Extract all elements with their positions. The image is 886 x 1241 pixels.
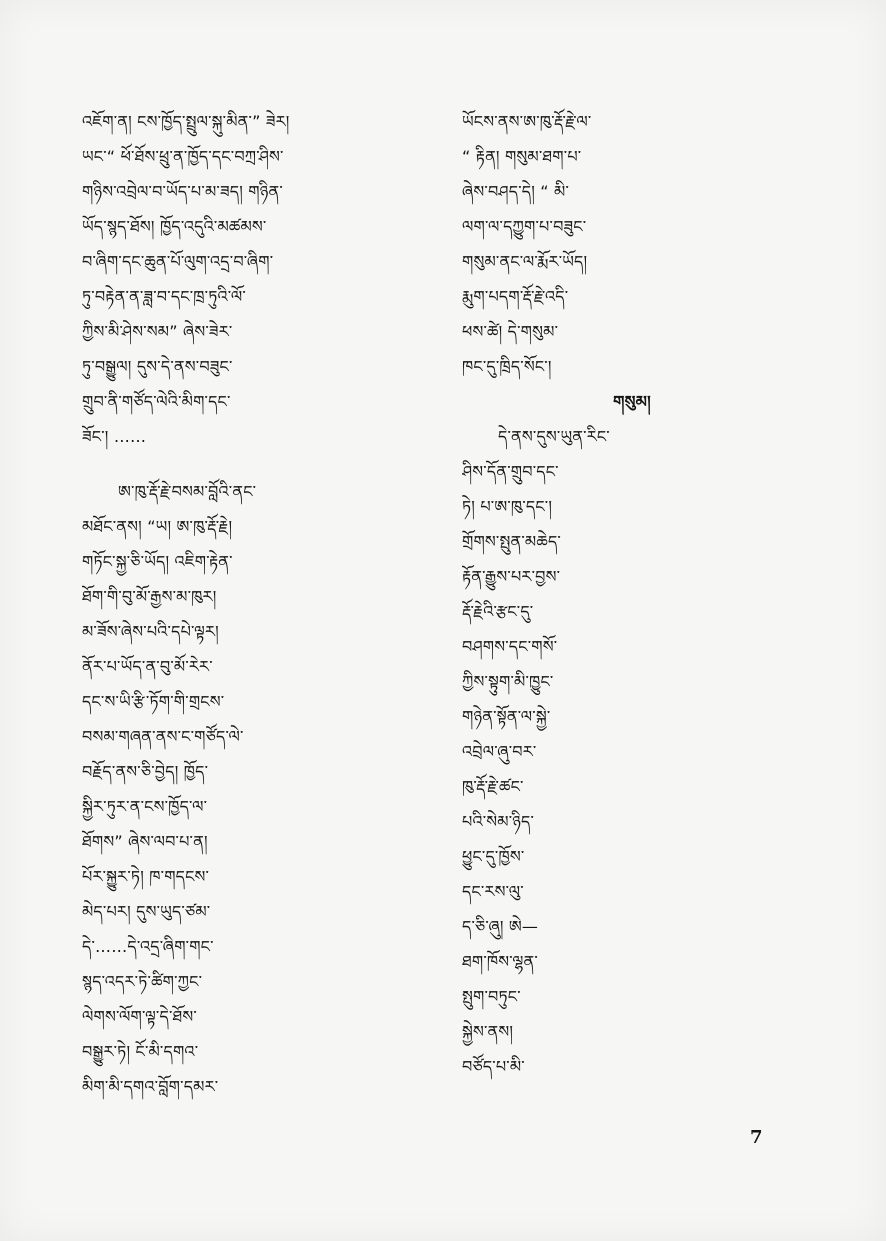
text-line: གཉིས་འབྲེལ་བ་ཡོད་པ་མ་ཟད། གཉིན་ [82, 182, 283, 201]
text-line: འབྲེལ་ཞུ་བར་ [462, 742, 537, 761]
page-number: 7 [750, 1127, 763, 1148]
text-line: མིག་མི་དགའ་བློག་དམར་ [82, 1077, 219, 1096]
text-line: གཏོང་སྐྱ་ཅི་ཡོད། འཇིག་རྟེན་ [82, 552, 233, 571]
text-line: བརྗོད་ནས་ཅི་བྱེད། ཁྱོད་ [82, 762, 209, 781]
text-line: ཡང་“ ཕོ་ཐོས་ཕྲུ་ན་ཁྱོད་དང་བཀྲ་ཤིས་ [82, 147, 284, 166]
text-line: ཕྱུང་དུ་ཁྱོས་ [462, 847, 525, 866]
text-line: སྐྱིར་ཏུར་ན་ངས་ཁྱོད་ལ་ [82, 797, 208, 816]
text-line: ནོར་པ་ཡོད་ན་བུ་མོ་རེར་ [82, 657, 213, 676]
text-line: པོར་སྐྱུར་ཏེ། ཁ་གདངས་ [82, 867, 210, 886]
text-line: དེ་……དེ་འདྲ་ཞིག་གང་ [82, 937, 214, 956]
text-line: ཟོང་། …… [82, 427, 147, 446]
text-line: མ་ཟོས་ཞེས་པའི་དཔེ་ལྟར། [82, 622, 219, 641]
text-line: ཨ་ཁུ་རྡོ་རྗེ་བསམ་བློའི་ནང་ [118, 482, 257, 501]
text-line: གྲུབ་ནི་གཙོད་ལེའི་མིག་དང་ [82, 392, 231, 411]
text-line: ཁུ་རྡོ་རྗེ་ཚང་ [462, 777, 524, 796]
text-line: རྟོན་རྒྱུས་པར་བྱས་ [462, 567, 561, 586]
text-line: རྨུག་པདག་རྡོ་རྗེ་འདི་ [462, 287, 569, 306]
text-line: “ རྟིན། གསུམ་ཐག་པ་ [462, 147, 582, 166]
right-paragraph-1 [462, 104, 802, 384]
text-line: བསྒྱུར་ཏེ། ངོ་མི་དགའ་ [82, 1042, 199, 1061]
right-column [462, 104, 802, 1084]
text-line: ཐག་ཁོས་ལྷན་ [462, 952, 538, 971]
left-paragraph-1 [82, 104, 422, 454]
text-line: ཐོག་གི་བུ་མོ་རྒྱས་མ་ཁུར། [82, 587, 217, 606]
left-column [82, 104, 422, 1104]
text-line: བཤགས་དང་གསོ་ [462, 637, 558, 656]
text-line: ཤིས་དོན་གྲུབ་དང་ [462, 462, 559, 481]
text-line: ལག་ལ་དཀྱུག་པ་བཟུང་ [462, 217, 587, 236]
text-line: སྙད་འདར་ཏེ་ཚིག་ཀྱང་ [82, 972, 203, 991]
text-line: ཞེས་བཤད་དེ། “ མི་ [462, 182, 570, 201]
text-line: འཇོག་ན། ངས་ཁྱོད་སྤྲུལ་སྐུ་མིན་” ཟེར། [82, 112, 290, 131]
text-line: བ་ཞིག་དང་ཆུན་པོ་ལུག་འདྲ་བ་ཞིག་ [82, 252, 274, 271]
text-line: ཀྱིས་མི་ཤེས་སམ” ཞེས་ཟེར་ [82, 322, 233, 341]
text-line: ཏེ། པ་ཨ་ཁུ་དང་། [462, 497, 553, 516]
text-line: བསམ་གཞན་ནས་ང་གཙོད་ལེ་ [82, 727, 244, 746]
text-line: སྤུག་བཏུང་ [462, 987, 521, 1006]
right-paragraph-2 [462, 419, 802, 1084]
text-line: ཐོགས” ཞེས་ལབ་པ་ན། [82, 832, 208, 851]
text-line: དང་རས་ལུ་ [462, 882, 524, 901]
text-line: བཙོད་པ་མི་ [462, 1057, 525, 1076]
text-line: མེད་པར། དུས་ཡུད་ཙམ་ [82, 902, 211, 921]
text-line: ལེགས་ལོག་ལྟ་དེ་ཐོས་ [82, 1007, 197, 1026]
section-heading: གསུམ། [613, 392, 651, 411]
text-line: གསུམ་ནང་ལ་རྨོར་ཡོད། [462, 252, 588, 271]
text-line: ཏུ་བསྒྱུལ། དུས་དེ་ནས་བཟུང་ [82, 357, 233, 376]
text-line: སྐྱེས་ནས། [462, 1022, 514, 1041]
text-line: ཁང་དུ་ཁྲིད་སོང་། [462, 357, 552, 376]
text-line: དང་ས་ཡི་རྩི་ཏོག་གི་གྲངས་ [82, 692, 225, 711]
text-line: རྡོ་རྗེའི་རྩང་དུ་ [462, 602, 534, 621]
text-line: ཏུ་བརྟེན་ན་ཟླ་བ་དང་ཁྲ་ཏུའི་ལོ་ [82, 287, 246, 306]
text-line: གཉེན་སྟོན་ལ་སྐྱེ་ [462, 707, 551, 726]
paragraph-spacer [82, 454, 422, 474]
left-paragraph-2 [82, 474, 422, 1104]
text-line: ཡོངས་ནས་ཨ་ཁུ་རྡོ་རྗེ་ལ་ [462, 112, 592, 131]
text-line: ཡོད་སྙད་ཐོས། ཁྱོད་འདུའི་མཚམས་ [82, 217, 267, 236]
text-line: པའི་སེམ་ཉིད་ [462, 812, 535, 831]
text-line: ཀྱིས་སྟུག་མི་ཁྱུང་ [462, 672, 554, 691]
text-line: ད་ཅི་ཞུ། ཨེ— [462, 917, 539, 936]
text-line: ཕས་ཚེ། དེ་གསུམ་ [462, 322, 559, 341]
text-line: དེ་ནས་དུས་ཡུན་རིང་ [498, 427, 610, 446]
text-line: མཐོང་ནས། “ཡ། ཨ་ཁུ་རྡོ་རྗེ། [82, 517, 233, 536]
text-line: གྲོགས་སྤུན་མཆེད་ [462, 532, 561, 551]
